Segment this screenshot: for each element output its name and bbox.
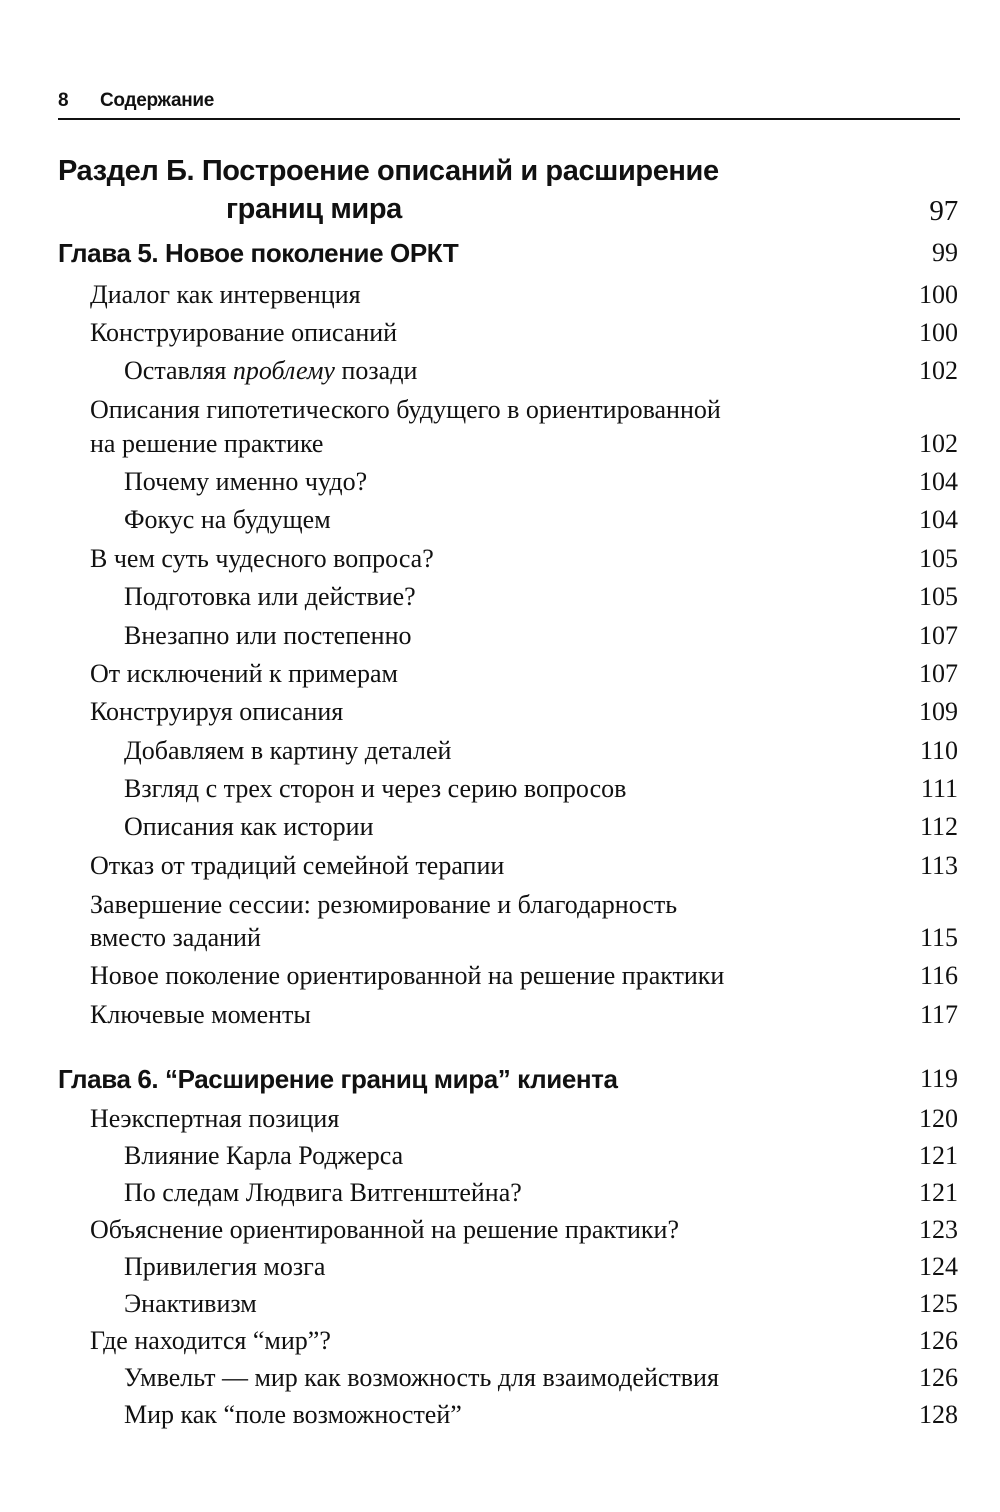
entry-page: 125 [919,1289,958,1318]
entry-page: 102 [919,356,958,385]
entry-page: 116 [919,961,958,990]
section-page: 97 [929,195,958,227]
chapter-page: 119 [919,1064,958,1093]
entry-title-line2: вместо заданий [90,923,261,952]
entry-title: В чем суть чудесного вопроса? [90,544,434,573]
entry-page: 110 [919,736,958,765]
entry-page: 113 [919,851,958,880]
entry-title-line1: Завершение сессии: резюмирование и благодарность [90,890,678,919]
entry-title: Где находится “мир”? [90,1326,331,1355]
entry-title: От исключений к примерам [90,659,398,688]
entry-title: Неэкспертная позиция [90,1104,340,1133]
entry-page: 104 [919,467,958,496]
entry-title: По следам Людвига Витгенштейна? [124,1178,522,1207]
entry-title-part: позади [334,356,418,385]
entry-title: Привилегия мозга [124,1252,326,1281]
entry-title: Объяснение ориентированной на решение практики? [90,1215,680,1244]
chapter-title: Глава 5. Новое поколение ОРКТ [58,238,459,268]
entry-page: 105 [919,582,958,611]
entry-page: 120 [919,1104,958,1133]
entry-title-line2: на решение практике [90,429,324,458]
entry-page: 123 [919,1215,958,1244]
entry-title: Влияние Карла Роджерса [124,1141,404,1170]
entry-title: Энактивизм [124,1289,257,1318]
toc-entry[interactable] [58,888,958,958]
entry-title: Новое поколение ориентированной на решение практики [90,961,725,990]
entry-page: 117 [919,1000,958,1029]
entry-page: 100 [919,318,958,347]
entry-title: Умвельт — мир как возможность для взаимодействия [124,1363,719,1392]
entry-page: 111 [920,774,958,803]
section-title-line1: Раздел Б. Построение описаний и расширение [58,155,719,187]
entry-title: Добавляем в картину деталей [124,736,452,765]
section-title-line2: границ мира [226,193,402,225]
entry-title: Почему именно чудо? [124,467,368,496]
entry-page: 128 [919,1400,958,1429]
entry-page: 126 [919,1363,958,1392]
entry-page: 107 [919,659,958,688]
entry-page: 102 [919,429,958,458]
running-head-title: Содержание [100,90,215,111]
entry-title: Отказ от традиций семейной терапии [90,851,505,880]
entry-title: Диалог как интервенция [90,280,361,309]
entry-title-line1: Описания гипотетического будущего в ориентированной [90,395,721,424]
entry-title: Конструирование описаний [90,318,398,347]
entry-page: 115 [919,923,958,952]
entry-title: Взгляд с трех сторон и через серию вопросов [124,774,627,803]
entry-page: 105 [919,544,958,573]
entry-page: 104 [919,505,958,534]
entry-page: 112 [919,812,958,841]
entry-page: 121 [919,1178,958,1207]
toc-section-b[interactable] [58,152,958,232]
entry-page: 126 [919,1326,958,1355]
entry-title: Фокус на будущем [124,505,331,534]
entry-title-emphasis: проблему [232,356,335,385]
chapter-title: Глава 6. “Расширение границ мира” клиента [58,1064,618,1094]
entry-page: 124 [919,1252,958,1281]
running-head [58,88,960,120]
entry-title: Конструируя описания [90,697,344,726]
entry-title: Подготовка или действие? [124,582,416,611]
entry-page: 107 [919,621,958,650]
entry-page: 109 [919,697,958,726]
entry-page: 121 [919,1141,958,1170]
chapter-page: 99 [932,238,958,267]
page-number: 8 [58,90,69,111]
entry-title: Мир как “поле возможностей” [124,1400,462,1429]
entry-page: 100 [919,280,958,309]
entry-title [124,354,417,388]
entry-title: Ключевые моменты [90,1000,311,1029]
toc-entry[interactable] [58,393,958,463]
entry-title: Описания как истории [124,812,374,841]
entry-title: Внезапно или постепенно [124,621,412,650]
entry-title-part: Оставляя [124,356,233,385]
